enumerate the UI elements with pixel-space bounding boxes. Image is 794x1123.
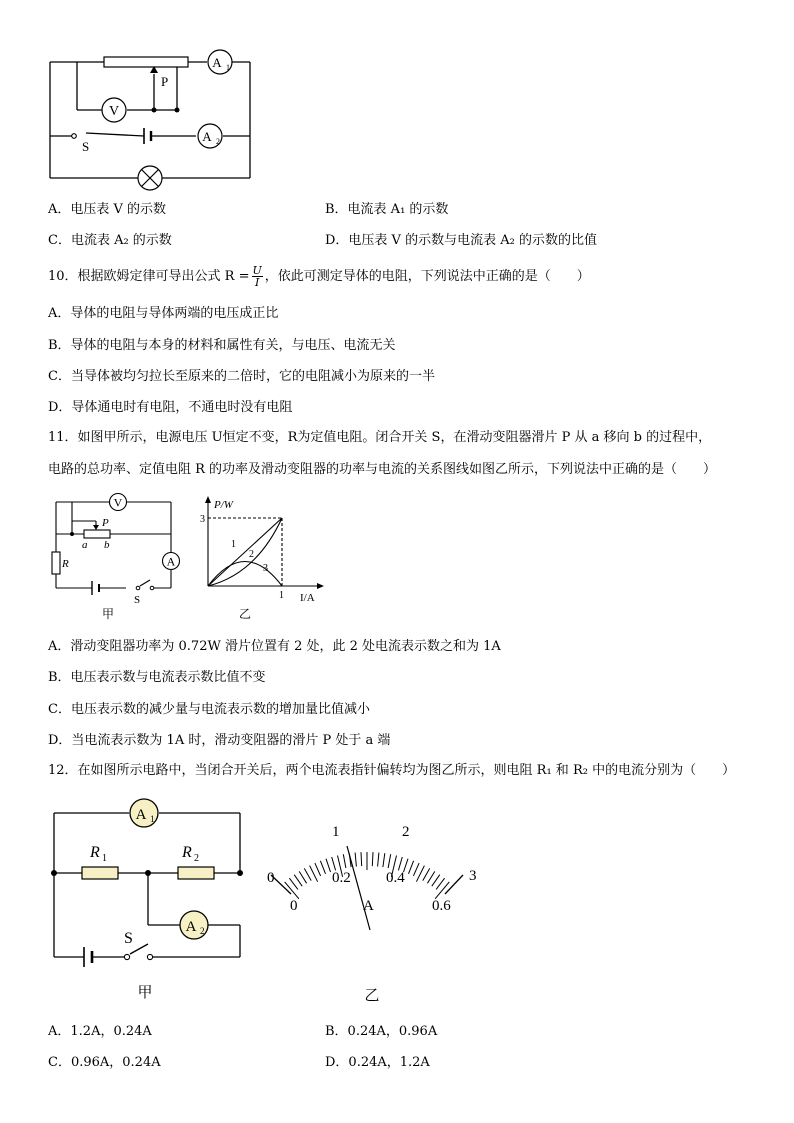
q12-meter-tick: [304, 868, 311, 880]
q11-stem-line1: 11．如图甲所示，电源电压 U恒定不变，R为定值电阻。闭合开关 S，在滑动变阻器滑片 P 从 a 移向 b 的过程中，: [48, 430, 712, 445]
q10-stem-pre: 10．根据欧姆定律可导出公式 R =: [48, 269, 250, 284]
q11-s-label: S: [134, 594, 141, 606]
q11-graph-ytick: 3: [200, 514, 205, 525]
q12-a1-sub: 1: [150, 814, 155, 824]
q12-meter-tick: [378, 853, 379, 867]
q11-r-label: R: [62, 558, 69, 570]
q10-option-b: B．导体的电阻与本身的材料和属性有关，与电压、电流无关: [48, 338, 396, 353]
q12-caption-yi: 乙: [364, 988, 380, 1004]
q10-option-c: C．当导体被均匀拉长至原来的二倍时，它的电阻减小为原来的一半: [48, 369, 435, 384]
q12-a2-label: A: [185, 919, 197, 935]
q12-meter-tick: [435, 882, 449, 899]
q11-circuit-jia: [44, 490, 194, 625]
q12-meter-tick: [355, 853, 356, 867]
q10-option-a: A．导体的电阻与导体两端的电压成正比: [48, 306, 279, 321]
q12-r2-label: R: [182, 844, 192, 861]
q9-voltmeter-label: V: [108, 104, 120, 119]
q11-caption-yi: 乙: [238, 607, 252, 621]
q9-option-a: A．电压表 V 的示数: [48, 202, 167, 217]
q9-a2-label: A: [202, 129, 212, 144]
q11-option-c: C．电压表示数的减少量与电流表示数的增加量比值减小: [48, 702, 370, 717]
q12-option-d: D．0.24A，1.2A: [325, 1055, 430, 1070]
q9-lamp-icon: [138, 166, 162, 190]
q12-circuit-jia: [44, 797, 254, 1007]
q11-curve3-label: 3: [263, 563, 268, 574]
q11-p-label: P: [102, 517, 109, 529]
q12-meter-tick: [294, 875, 302, 887]
q11-a-end-label: a: [82, 539, 88, 551]
q12-meter-tick: [398, 857, 402, 870]
q12-caption-jia: 甲: [137, 985, 153, 1001]
q10-stem: [48, 262, 590, 292]
q9-a1-label: A: [212, 55, 222, 70]
q12-meter-inner-3: 0.6: [432, 898, 451, 914]
q12-meter-tick: [388, 854, 391, 868]
q12-meter-outer-1: 1: [332, 824, 340, 840]
q12-stem: 12．在如图所示电路中，当闭合开关后，两个电流表指针偏转均为图乙所示，则电阻 R₁ 和 R₂ 中的电流分别为（ ）: [48, 763, 736, 778]
q11-caption-jia: 甲: [101, 607, 115, 621]
q11-b-end-label: b: [104, 539, 110, 551]
q12-a2-sub: 2: [200, 926, 205, 936]
q9-a2-sub: 2: [216, 137, 220, 146]
q11-graph-xlabel: I/A: [300, 592, 315, 604]
q10-option-d: D．导体通电时有电阻，不通电时没有电阻: [48, 400, 293, 415]
q12-meter-tick: [343, 854, 346, 868]
q12-meter-tick: [326, 859, 331, 872]
q12-meter-outer-0: 0: [267, 870, 275, 886]
q12-meter-unit: A: [363, 898, 374, 914]
q12-a1-label: A: [135, 807, 147, 823]
q9-circuit-diagram: [40, 40, 270, 195]
q12-s-label: S: [124, 930, 133, 947]
q11-a-label: A: [166, 554, 176, 569]
q12-meter-inner-2: 0.4: [386, 870, 405, 886]
q9-a1-sub: 1: [226, 63, 230, 72]
q12-r1-sub: 1: [102, 853, 107, 864]
q12-meter-outer-2: 2: [402, 824, 410, 840]
q11-graph-ylabel: P/W: [214, 499, 233, 511]
q11-curve-total-power: [208, 518, 282, 586]
q12-meter-tick: [361, 852, 362, 866]
q11-option-d: D．当电流表示数为 1A 时，滑动变阻器的滑片 P 处于 a 端: [48, 733, 391, 748]
q12-meter-tick: [299, 871, 306, 883]
q11-graph-xtick: 1: [279, 590, 284, 601]
q12-option-c: C．0.96A，0.24A: [48, 1055, 161, 1070]
q12-meter-tick: [432, 875, 440, 887]
q11-option-b: B．电压表示数与电流表示数比值不变: [48, 670, 266, 685]
q12-meter-inner-1: 0.2: [332, 870, 351, 886]
q12-meter-outer-3: 3: [469, 868, 477, 884]
q12-meter-tick: [413, 863, 419, 876]
q12-meter-tick: [423, 868, 430, 880]
q9-p-label: P: [161, 74, 169, 89]
q12-option-a: A．1.2A，0.24A: [48, 1024, 152, 1039]
q12-option-b: B．0.24A，0.96A: [325, 1024, 438, 1039]
q12-meter-tick: [289, 878, 298, 889]
q9-s-label: S: [82, 139, 90, 154]
q9-option-b: B．电流表 A₁ 的示数: [325, 202, 449, 217]
q12-meter-tick: [436, 878, 445, 889]
q12-meter-tick: [383, 853, 385, 867]
q11-option-a: A．滑动变阻器功率为 0.72W 滑片位置有 2 处，此 2 处电流表示数之和为 1A: [48, 639, 501, 654]
q12-meter-tick: [315, 863, 321, 876]
q10-frac-denominator: I: [254, 276, 260, 289]
q12-ammeter-dial: [256, 810, 486, 1005]
q9-option-d: D．电压表 V 的示数与电流表 A₂ 的示数的比值: [325, 233, 597, 248]
q12-r2-sub: 2: [194, 853, 199, 864]
q11-graph-yi: [196, 492, 326, 627]
q12-r1-label: R: [90, 844, 100, 861]
q11-v-label: V: [113, 495, 123, 510]
q10-frac-numerator: U: [252, 264, 262, 277]
q12-meter-tick: [332, 857, 336, 870]
q10-stem-post: ，依此可测定导体的电阻，下列说法中正确的是（ ）: [264, 269, 590, 284]
q12-meter-tick: [427, 871, 434, 883]
q12-meter-tick: [320, 861, 325, 874]
q11-curve2-label: 2: [249, 549, 254, 560]
q12-meter-inner-0: 0: [290, 898, 298, 914]
q12-r2-resistor: [178, 867, 214, 879]
q10-formula-fraction: [252, 265, 263, 288]
q11-stem-line2: 电路的总功率、定值电阻 R 的功率及滑动变阻器的功率与电流的关系图线如图乙所示，下列说法中正确的是（ ）: [48, 462, 717, 477]
q11-curve1-label: 1: [231, 539, 236, 550]
q9-option-c: C．电流表 A₂ 的示数: [48, 233, 172, 248]
q12-meter-tick: [409, 861, 414, 874]
q12-r1-resistor: [82, 867, 118, 879]
q12-meter-tick: [372, 852, 373, 866]
